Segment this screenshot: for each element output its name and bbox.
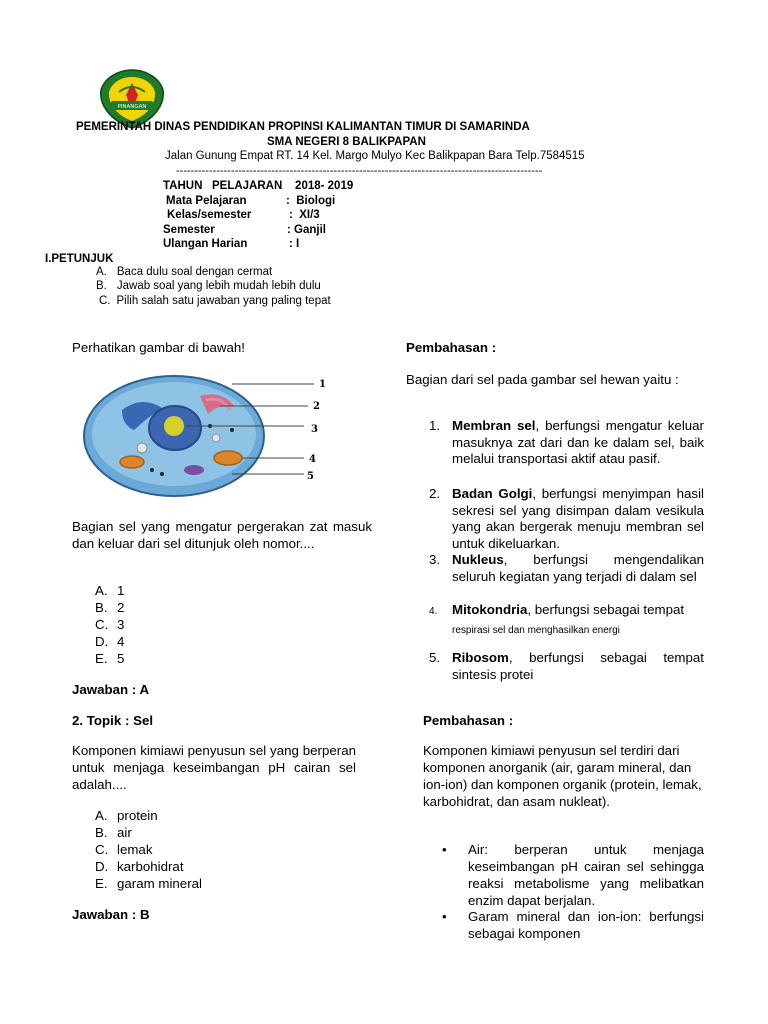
animal-cell-diagram (82, 370, 342, 502)
q1-option: A. 1 (95, 583, 125, 598)
kelas-label: Kelas/semester (167, 209, 252, 221)
figure-label-3: 3 (311, 424, 318, 435)
q1-intro: Perhatikan gambar di bawah! (72, 340, 245, 355)
nucleolus (164, 416, 184, 436)
q2-option: A. protein (95, 808, 158, 823)
q1-option: C. 3 (95, 617, 125, 632)
mapel-label: Mata Pelajaran (166, 195, 247, 207)
q2-title: 2. Topik : Sel (72, 713, 154, 728)
q2-answer: Jawaban : B (72, 907, 150, 922)
q1-options (95, 582, 124, 667)
mapel-value: : Biologi (286, 195, 336, 207)
logo-ribbon-text: PINANGAN (117, 104, 147, 110)
pembahasan2-bullet: • Air: berperan untuk menjaga keseimbangan pH cairan sel sehingga reaksi metabolisme yang melibatkan enzim dapat berjalan. (442, 842, 704, 908)
ulangan-label: Ulangan Harian (163, 238, 248, 250)
petunjuk-item: A. Baca dulu soal dengan cermat (96, 266, 273, 278)
mitochondrion (214, 451, 242, 465)
q2-option: D. karbohidrat (95, 859, 184, 874)
header-divider: ---------------------------------------------------------------------------------------------------- (176, 165, 543, 177)
figure-label-5: 5 (307, 471, 314, 482)
tahun-pelajaran: TAHUN PELAJARAN 2018- 2019 (163, 180, 354, 192)
header-line-1: PEMERINTAH DINAS PENDIDIKAN PROPINSI KALIMANTAN TIMUR DI SAMARINDA (76, 121, 530, 133)
petunjuk-item: B. Jawab soal yang lebih mudah lebih dulu (96, 280, 321, 292)
q1-option: E. 5 (95, 651, 125, 666)
pembahasan2-intro: Komponen kimiawi penyusun sel terdiri dari komponen anorganik (air, garam mineral, dan ion-ion) dan komponen organik (protein, lemak, karbohidrat, dan asam nukleat). (423, 743, 702, 809)
semester-value: : Ganjil (287, 224, 326, 236)
pembahasan2-bullet: • Garam mineral dan ion-ion: berfungsi sebagai komponen (442, 909, 704, 941)
petunjuk-item: C. Pilih salah satu jawaban yang paling tepat (99, 295, 331, 307)
pembahasan2-title: Pembahasan : (423, 713, 514, 728)
pembahasan1-item: 2. Badan Golgi, berfungsi menyimpan hasil sekresi sel yang disimpan dalam vesikula yang akan bergerak menuju membran sel untuk dikeluarkan. (429, 486, 704, 551)
q1-question: Bagian sel yang mengatur pergerakan zat masuk dan keluar dari sel ditunjuk oleh nomor.... (72, 519, 372, 551)
figure-label-4: 4 (309, 454, 316, 465)
header-line-2: SMA NEGERI 8 BALIKPAPAN (267, 136, 426, 148)
petunjuk-title: I.PETUNJUK (45, 253, 114, 265)
pembahasan1-item: 1. Membran sel, berfungsi mengatur keluar masuknya zat dari dan ke dalam sel, baik melalui transportasi aktif atau pasif. (429, 418, 704, 467)
q2-question: Komponen kimiawi penyusun sel yang berperan untuk menjaga keseimbangan pH cairan sel adalah.... (72, 743, 356, 792)
q2-option: B. air (95, 825, 132, 840)
pembahasan1-intro: Bagian dari sel pada gambar sel hewan yaitu : (406, 372, 679, 387)
pembahasan1-item: 5. Ribosom, berfungsi sebagai tempat sintesis protei (429, 650, 704, 682)
pembahasan1-item: 4. Mitokondria, berfungsi sebagai tempat respirasi sel dan menghasilkan energi (429, 602, 685, 636)
pembahasan1-item: 3. Nukleus, berfungsi mengendalikan seluruh kegiatan yang terjadi di dalam sel (429, 552, 704, 584)
pembahasan1-title: Pembahasan : (406, 340, 497, 355)
kelas-value: : XI/3 (289, 209, 320, 221)
q2-option: E. garam mineral (95, 876, 202, 891)
ulangan-value: : I (289, 238, 300, 250)
semester-label: Semester (163, 224, 215, 236)
figure-label-2: 2 (313, 401, 320, 412)
q1-option: D. 4 (95, 634, 125, 649)
header-address: Jalan Gunung Empat RT. 14 Kel. Margo Mulyo Kec Balikpapan Bara Telp.7584515 (165, 150, 585, 162)
q1-answer: Jawaban : A (72, 682, 150, 697)
q2-options (95, 807, 202, 892)
q1-option: B. 2 (95, 600, 125, 615)
figure-label-1: 1 (319, 379, 326, 390)
q2-option: C. lemak (95, 842, 153, 857)
